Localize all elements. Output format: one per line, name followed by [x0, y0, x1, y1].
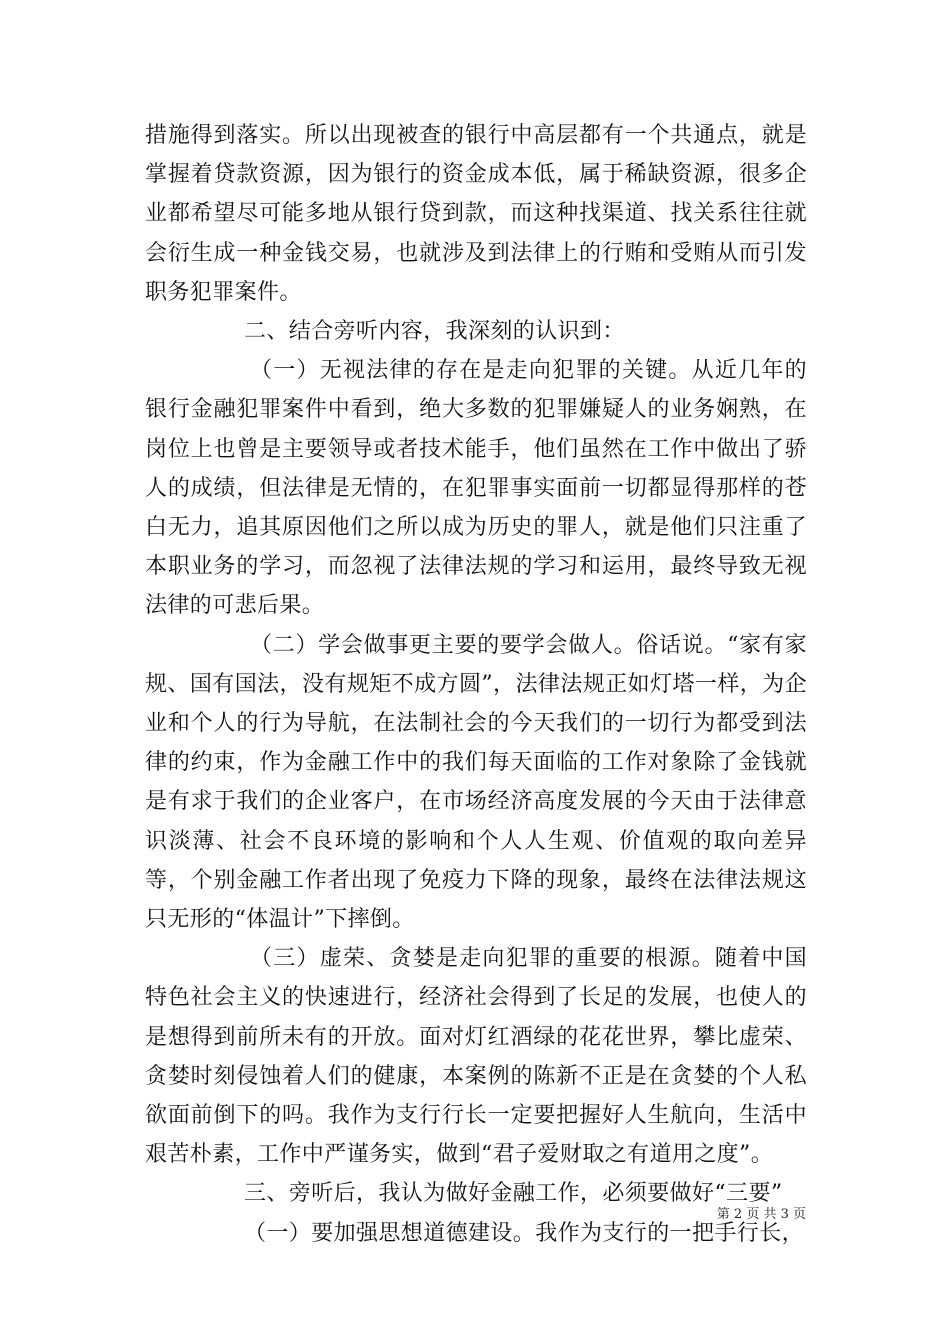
paragraph-1: 措施得到落实。所以出现被查的银行中高层都有一个共通点，就是掌握着贷款资源，因为银行的资金成本低，属于稀缺资源，很多企业都希望尽可能多地从银行贷到款，而这种找渠道、找关系往往就会衍生成一种金钱交易，也就涉及到法律上的行贿和受贿从而引发职务犯罪案件。 — [145, 123, 807, 305]
paragraph-3-1: （一）要加强思想道德建设。我作为支行的一把手行长， — [244, 1220, 805, 1246]
section-heading-3: 三、旁听后，我认为做好金融工作，必须要做好“三要” — [244, 1181, 783, 1207]
paragraph-2-2: （二）学会做事更主要的要学会做人。俗话说。“家有家规、国有国法，没有规矩不成方圆”，法律法规正如灯塔一样，为企业和个人的行为导航，在法制社会的今天我们的一切行为都受到法律的约束，作为金融工作中的我们每天面临的工作对象除了金钱就是有求于我们的企业客户，在市场经济高度发展的今天由于法律意识淡薄、社会不良环境的影响和个人人生观、价值观的取向差异等，个别金融工作者出现了免疫力下降的现象，最终在法律法规这只无形的“体温计”下摔倒。 — [145, 632, 807, 933]
paragraph-2-3: （三）虚荣、贪婪是走向犯罪的重要的根源。随着中国特色社会主义的快速进行，经济社会得到了长足的发展，也使人的是想得到前所未有的开放。面对灯红酒绿的花花世界，攀比虚荣、贪婪时刻侵蚀着人们的健康，本案例的陈新不正是在贪婪的个人私欲面前倒下的吗。我作为支行行长一定要把握好人生航向，生活中艰苦朴素，工作中严谨务实，做到“君子爱财取之有道用之度”。 — [145, 946, 807, 1168]
page-number-label: 第 2 页 共 3 页 — [716, 1207, 806, 1222]
document-body — [145, 116, 807, 1253]
section-heading-2: 二、结合旁听内容，我深刻的认识到： — [244, 319, 625, 345]
paragraph-2-1: （一）无视法律的存在是走向犯罪的关键。从近几年的银行金融犯罪案件中看到，绝大多数的犯罪嫌疑人的业务娴熟，在岗位上也曾是主要领导或者技术能手，他们虽然在工作中做出了骄人的成绩，但法律是无情的，在犯罪事实面前一切都显得那样的苍白无力，追其原因他们之所以成为历史的罪人，就是他们只注重了本职业务的学习，而忽视了法律法规的学习和运用，最终导致无视法律的可悲后果。 — [145, 358, 807, 619]
page-footer — [717, 1203, 806, 1222]
